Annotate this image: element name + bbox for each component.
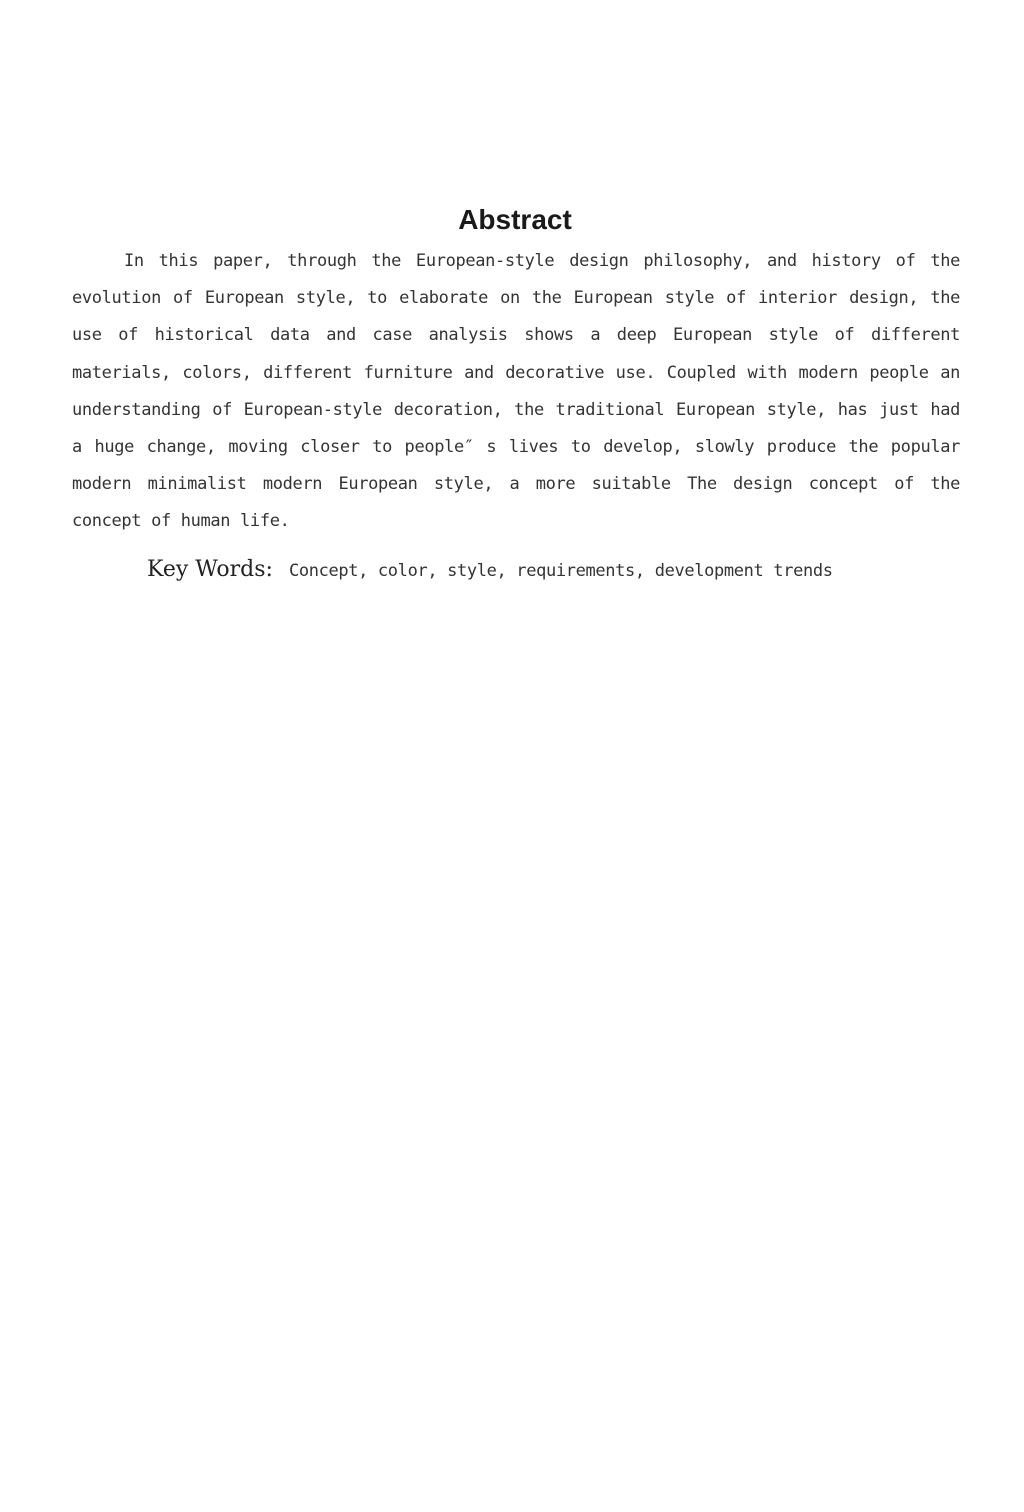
- keywords-label: Key Words:: [147, 557, 273, 582]
- abstract-title: Abstract: [458, 204, 572, 235]
- keywords-line: [147, 552, 967, 589]
- abstract-body: In this paper, through the European-style design philosophy, and history of the evolution of European style, to elaborate on the European style of interior design, the use of historical data and case analysis shows a deep European style of different materials, colors, different furniture and decorative use. Coupled with modern people an understanding of European-style decoration, the traditional European style, has just had a huge change, moving closer to people″ s lives to develop, slowly produce the popular modern minimalist modern European style, a more suitable The design concept of the concept of human life.: [72, 251, 960, 532]
- keywords-values: Concept, color, style, requirements, development trends: [288, 561, 833, 581]
